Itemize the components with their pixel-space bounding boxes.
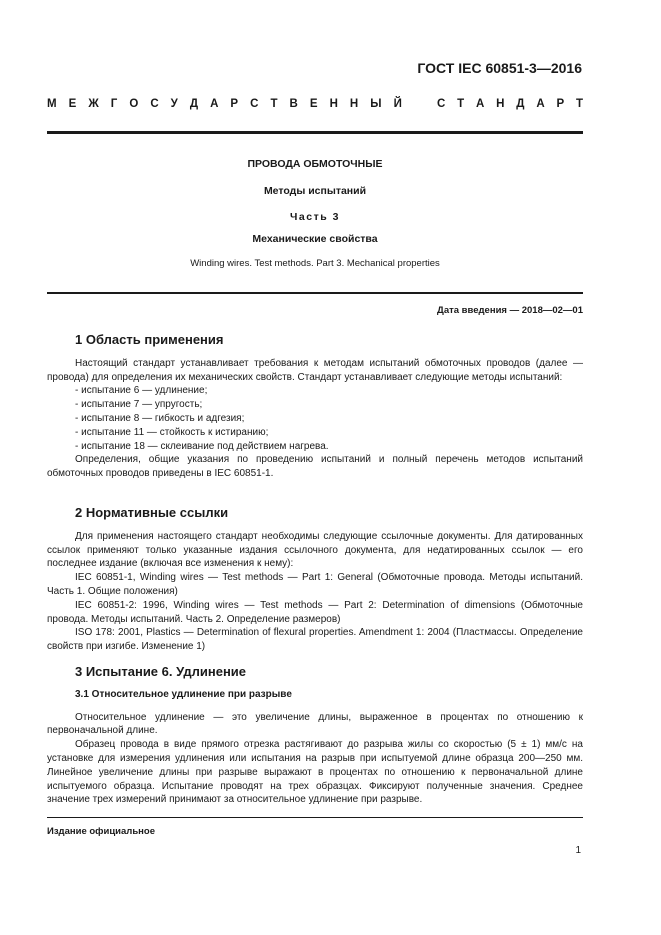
section-2-heading: 2 Нормативные ссылки (75, 505, 229, 520)
section-1-paragraph-2: Определения, общие указания по проведению испытаний и полный перечень методов испытаний обмоточных проводов приведены в IEC 60851-1. (47, 454, 583, 480)
introduction-date: Дата введения — 2018—02—01 (437, 305, 583, 316)
title-english: Winding wires. Test methods. Part 3. Mechanical properties (190, 258, 440, 269)
standard-word-standard: С Т А Н Д А Р Т (437, 98, 583, 110)
section-1-paragraph-1: Настоящий стандарт устанавливает требования к методам испытаний обмоточных проводов (далее — провода) для определения их механических свойств. Стандарт устанавливает следующие методы испытаний: (47, 357, 583, 383)
list-item: - испытание 6 — удлинение; (75, 385, 208, 397)
official-edition-label: Издание официальное (47, 826, 155, 837)
document-number: ГОСТ IEC 60851-3—2016 (417, 60, 582, 76)
list-item: - испытание 7 — упругость; (75, 399, 203, 411)
section-3 (47, 665, 583, 807)
list-item: - испытание 8 — гибкость и адгезия; (75, 412, 245, 424)
section-3-heading: 3 Испытание 6. Удлинение (75, 664, 247, 679)
title-main: ПРОВОДА ОБМОТОЧНЫЕ (247, 158, 383, 170)
footer-rule (47, 817, 583, 818)
reference-item: ISO 178: 2001, Plastics — Determination of flexural properties. Amendment 1: 2004 (Пластмассы. Определение свойств при изгибе. Изменение 1) (47, 627, 583, 653)
title-sub: Методы испытаний (263, 185, 367, 197)
title-part-name: Механические свойства (252, 233, 378, 245)
list-item: - испытание 18 — склеивание под действием нагрева. (75, 440, 329, 452)
reference-item: IEC 60851-2: 1996, Winding wires — Test methods — Part 2: Determination of dimensions (Обмоточные провода. Методы испытаний. Часть 2. Определение размеров) (47, 599, 583, 625)
section-3-paragraph-2: Образец провода в виде прямого отрезка растягивают до разрыва жилы со скоростью (5 ± 1) мм/с на установке для измерения удлинения или испытания на разрыв при испытуемой длине образца 200—250 мм. Линейное увеличение длины при разрыве выражают в процентах по отношению к первоначальной длине испытуемого образца. Испытание проводят на трех образцах. Фиксируют полученные значения. Среднее значение трех измерений принимают за относительное удлинение при разрыве. (47, 739, 583, 806)
section-1 (47, 333, 583, 481)
title-rule (47, 292, 583, 294)
list-item: - испытание 11 — стойкость к истиранию; (75, 426, 269, 438)
section-3-paragraph-1: Относительное удлинение — это увеличение длины, выраженное в процентах по отношению к первоначальной длине. (47, 711, 583, 737)
standard-type-banner (47, 98, 583, 110)
section-2 (47, 506, 583, 654)
header-rule (47, 131, 583, 134)
standard-word-interstate: М Е Ж Г О С У Д А Р С Т В Е Н Н Ы Й (47, 98, 402, 110)
section-3-1-heading: 3.1 Относительное удлинение при разрыве (75, 688, 292, 700)
page-number: 1 (575, 845, 581, 856)
section-1-heading: 1 Область применения (75, 332, 224, 347)
title-part: Часть 3 (290, 211, 340, 223)
reference-item: IEC 60851-1, Winding wires — Test methods — Part 1: General (Обмоточные провода. Методы испытаний. Часть 1. Общие положения) (47, 572, 583, 597)
section-2-paragraph-1: Для применения настоящего стандарт необходимы следующие ссылочные документы. Для датированных ссылок применяют только указанные издания ссылочного документа, для недатированных ссылок — его последнее издание (включая все изменения к нему): (47, 530, 583, 570)
